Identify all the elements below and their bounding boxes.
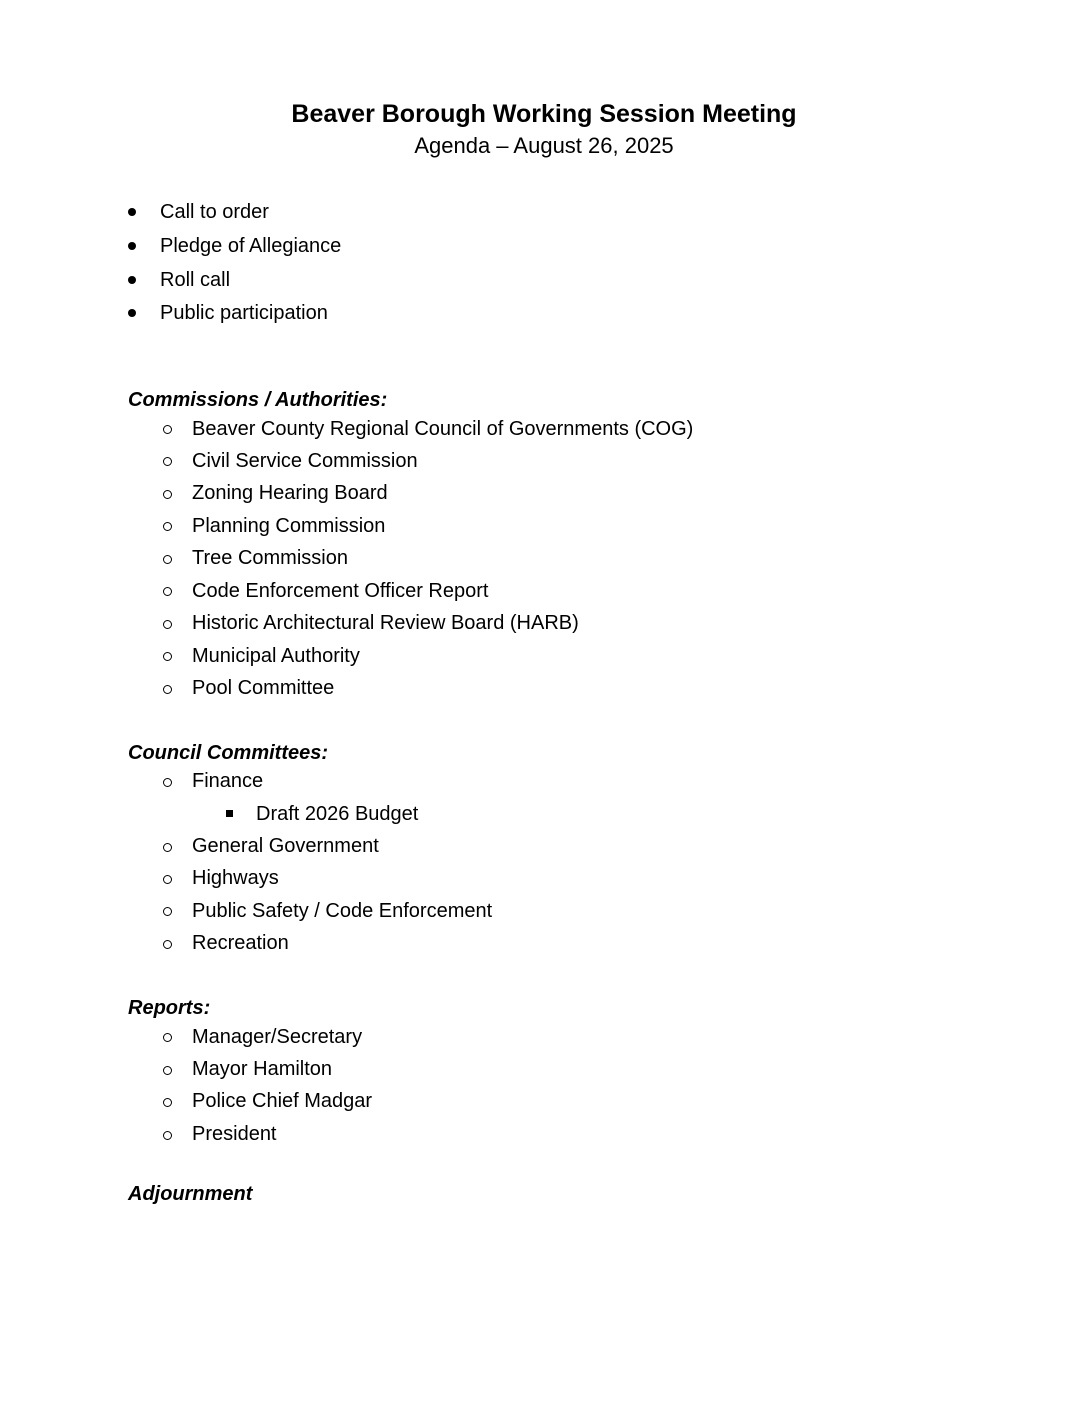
circle-bullet-icon [163,1033,172,1042]
circle-bullet-icon [163,685,172,694]
circle-bullet-icon [163,587,172,596]
list-item: Municipal Authority [192,645,360,667]
list-item: Manager/Secretary [192,1026,363,1048]
adjournment-heading: Adjournment [128,1183,253,1205]
circle-bullet-icon [163,843,172,852]
list-item: Roll call [160,269,231,291]
bullet-icon [128,276,136,284]
circle-bullet-icon [163,620,172,629]
circle-bullet-icon [163,1131,172,1140]
bullet-icon [128,309,136,317]
circle-bullet-icon [163,940,172,949]
list-item: Civil Service Commission [192,450,418,472]
circle-bullet-icon [163,907,172,916]
list-item: Planning Commission [192,515,386,537]
circle-bullet-icon [163,1066,172,1075]
circle-bullet-icon [163,1098,172,1107]
circle-bullet-icon [163,652,172,661]
circle-bullet-icon [163,875,172,884]
commissions-heading: Commissions / Authorities: [128,389,388,411]
square-bullet-icon [226,810,233,817]
list-item: Tree Commission [192,547,348,569]
reports-heading: Reports: [128,997,211,1019]
circle-bullet-icon [163,778,172,787]
list-item: Code Enforcement Officer Report [192,580,489,602]
list-item: Pool Committee [192,677,335,699]
list-item: Zoning Hearing Board [192,482,388,504]
council-committees-heading: Council Committees: [128,742,329,764]
circle-bullet-icon [163,555,172,564]
list-item: Finance [192,770,264,792]
bullet-icon [128,242,136,250]
list-item: Public Safety / Code Enforcement [192,900,493,922]
list-item: Recreation [192,932,289,954]
bullet-icon [128,208,136,216]
list-item: Pledge of Allegiance [160,235,342,257]
circle-bullet-icon [163,522,172,531]
list-item: President [192,1123,277,1145]
circle-bullet-icon [163,425,172,434]
list-item: Historic Architectural Review Board (HARB) [192,612,579,634]
document-subtitle: Agenda – August 26, 2025 [414,133,674,158]
list-item: Public participation [160,302,328,324]
sub-list-item: Draft 2026 Budget [256,803,419,825]
list-item: Beaver County Regional Council of Governments (COG) [192,418,694,440]
list-item: Police Chief Madgar [192,1090,373,1112]
document-title: Beaver Borough Working Session Meeting [291,100,797,128]
list-item: General Government [192,835,379,857]
circle-bullet-icon [163,457,172,466]
list-item: Call to order [160,201,269,223]
list-item: Mayor Hamilton [192,1058,333,1080]
list-item: Highways [192,867,279,889]
circle-bullet-icon [163,490,172,499]
